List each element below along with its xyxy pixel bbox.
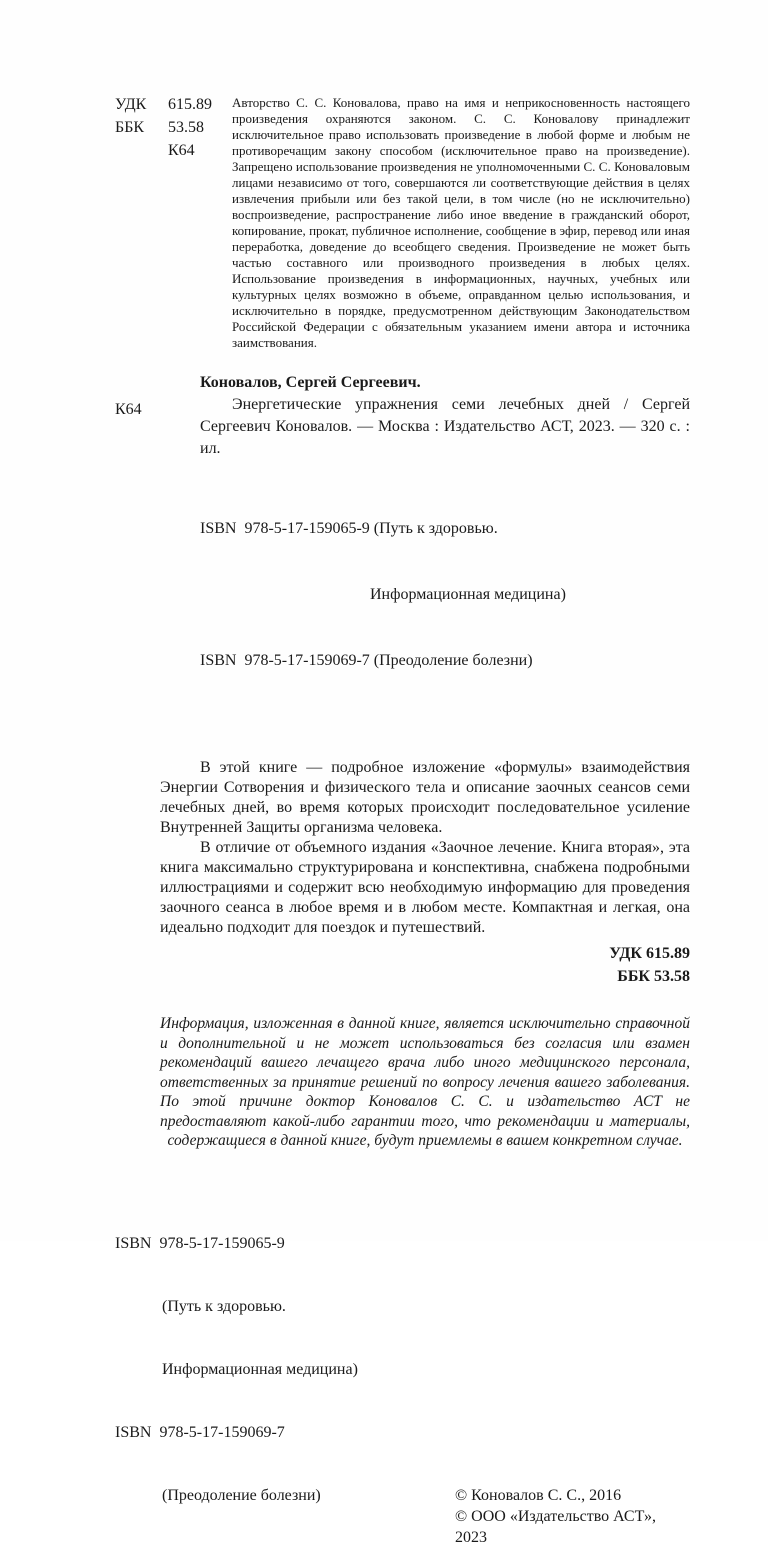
bbk-label: ББК: [115, 119, 145, 136]
footer-isbn2-series: (Преодоление болезни): [162, 1486, 321, 1504]
footer-isbn2: ISBN 978-5-17-159069-7: [115, 1423, 285, 1441]
bib-isbn1-line1: ISBN 978-5-17-159065-9 (Путь к здоровью.: [200, 520, 498, 537]
footer-block: [115, 1191, 690, 1548]
bib-isbn1-line2: Информационная медицина): [370, 586, 566, 603]
annotation-paragraph-1: В этой книге — подробное изложение «формулы» взаимодействия Энергии Сотворения и физического тела и описание заочных сеансов семи лечебных дней, во время которых происходит последовательное усиление Внутренней Защиты организма человека.: [160, 759, 690, 836]
bib-author-code: К64: [115, 401, 142, 418]
footer-isbn1: ISBN 978-5-17-159065-9: [115, 1234, 285, 1252]
copyright-publisher: © ООО «Издательство АСТ», 2023: [455, 1507, 656, 1546]
udk-label: УДК: [115, 96, 147, 113]
footer-isbn1-series1: (Путь к здоровью.: [162, 1297, 286, 1315]
top-block: [115, 95, 690, 351]
footer-isbn1-series2: Информационная медицина): [162, 1360, 358, 1378]
bib-author: Коновалов, Сергей Сергеевич.: [200, 374, 421, 391]
classification-codes-right: [115, 942, 690, 988]
footer-copyright-column: [455, 1485, 690, 1548]
bbk-line: ББК 53.58: [617, 968, 690, 985]
copyright-author: © Коновалов С. С., 2016: [455, 1486, 622, 1504]
author-code: К64: [168, 142, 195, 159]
bibliographic-entry: [115, 372, 690, 460]
footer-isbn-column: [115, 1191, 455, 1548]
udk-value: 615.89: [168, 96, 212, 113]
medical-disclaimer: Информация, изложенная в данной книге, является исключительно справочной и дополнительной и не может использоваться без согласия или взамен рекомендаций вашего лечащего врача либо иного медицинского персонала, ответственных за принятие решений по вопросу лечения вашего заболевания. По этой причине доктор Коновалов С. С. и издательство АСТ не предоставляют какой-либо гарантии того, что рекомендации и материалы, содержащиеся в данной книге, будут приемлемы в вашем конкретном случае.: [160, 1015, 690, 1149]
classification-codes: [115, 95, 232, 160]
bbk-value: 53.58: [168, 119, 204, 136]
udk-line: УДК 615.89: [609, 945, 690, 962]
annotation-paragraph-2: В отличие от объемного издания «Заочное лечение. Книга вторая», эта книга максимально структурирована и конспективна, снабжена подробными иллюстрациями и содержит всю необходимую информацию для проведения заочного сеанса в любое время и в любом месте. Компактная и легкая, она идеально подходит для поездок и путешествий.: [160, 839, 690, 936]
bib-isbn2-line: ISBN 978-5-17-159069-7 (Преодоление болезни): [200, 652, 533, 669]
annotation-block: [160, 758, 690, 938]
legal-notice: Авторство С. С. Коновалова, право на имя и неприкосновенность настоящего произведения охраняются законом. С. С. Коновалову принадлежит исключительное право использовать произведение в любой форме и любым не противоречащим закону способом (исключительное право на произведение). Запрещено использование произведения не уполномоченными С. С. Коноваловым лицами независимо от того, совершаются ли соответствующие действия в целях извлечения прибыли или без такой цели, в том числе (но не исключительно) воспроизведение, распространение либо иное введение в гражданский оборот, копирование, прокат, публичное исполнение, сообщение в эфир, перевод или иная переработка, доведение до всеобщего сведения. Произведение не может быть частью составного или производного произведения в любых целях. Использование произведения в информационных, научных, учебных или культурных целях возможно в объеме, оправданном целью использования, и исключительно в порядке, предусмотренном действующим Законодательством Российской Федерации с обязательным указанием имени автора и источника заимствования.: [232, 95, 690, 350]
empty-cell: [115, 141, 155, 160]
bib-isbn-block: [115, 474, 690, 716]
bib-description: Энергетические упражнения семи лечебных дней / Сергей Сергеевич Коновалов. — Москва : Издательство АСТ, 2023. — 320 с. : ил.: [200, 396, 690, 457]
